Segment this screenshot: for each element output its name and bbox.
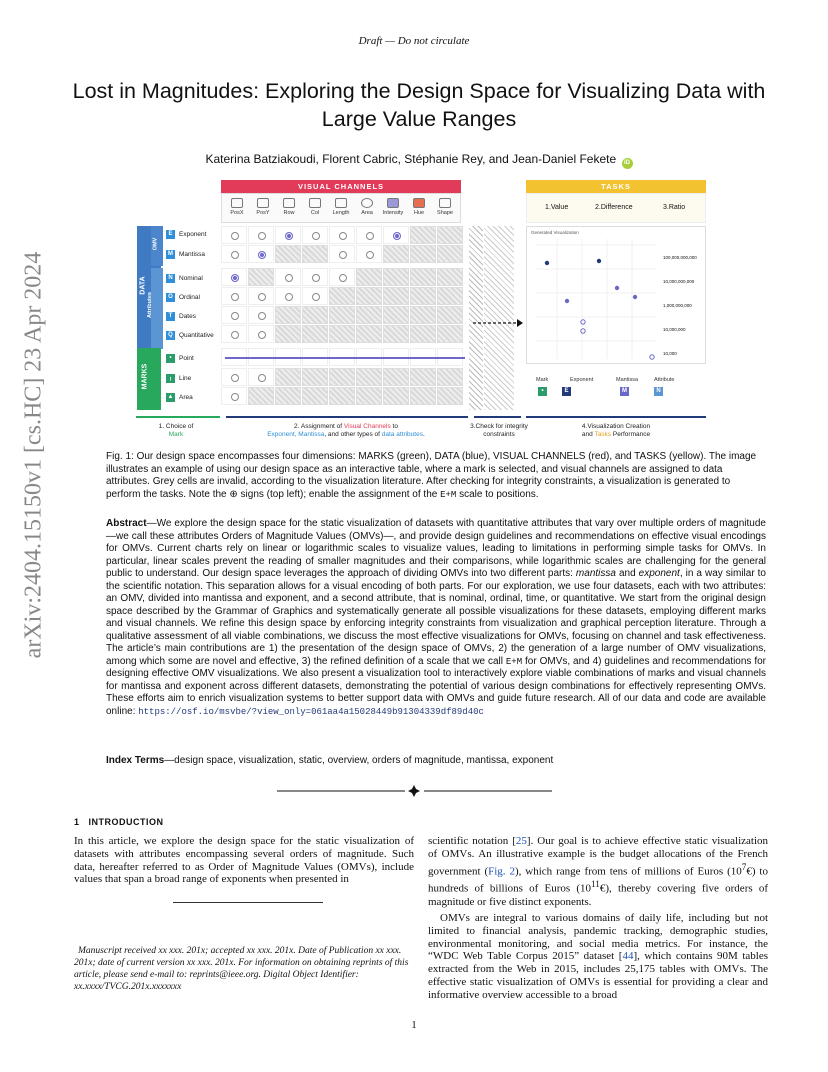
mark-point: • Point xyxy=(166,354,194,363)
section-divider xyxy=(277,785,552,797)
data-link[interactable]: https://osf.io/msvbe/?view_only=061aa4a15028449b91304339df89d40c xyxy=(138,706,484,717)
hue-icon xyxy=(413,198,425,208)
marks-band xyxy=(137,348,161,410)
grid-cell[interactable] xyxy=(383,226,409,244)
paper-title: Lost in Magnitudes: Exploring the Design Space for Visualizing Data with Large Value Ranges xyxy=(72,79,766,131)
row-ordinal: O Ordinal xyxy=(166,293,200,302)
row-quantitative: Q Quantitative xyxy=(166,331,214,340)
chart-title: Generated Visualization xyxy=(531,230,579,235)
legend-mantissa-icon: M xyxy=(622,388,627,394)
radio-dot[interactable] xyxy=(393,232,401,240)
grid-cell xyxy=(410,368,436,386)
grid-cell xyxy=(410,325,436,343)
channel-posy: PosY xyxy=(250,198,276,216)
grid-cell xyxy=(383,287,409,305)
grid-cell[interactable] xyxy=(302,226,328,244)
mark-area: ▲ Area xyxy=(167,394,193,401)
intensity-icon xyxy=(387,198,399,208)
grid-cell xyxy=(437,268,463,286)
caption-step-4: 4.Visualization Creation and Tasks Performance xyxy=(581,423,651,438)
caption-step-2: 2. Assignment of Visual Channels to Exponent, Mantissa, and other types of data attributes. xyxy=(267,423,425,438)
tick-label: 1,000,000,000 xyxy=(663,303,692,308)
grid-cell[interactable] xyxy=(221,268,247,286)
radio-dot[interactable] xyxy=(231,232,239,240)
grid-cell xyxy=(410,245,436,263)
row-mantissa: M Mantissa xyxy=(168,251,206,258)
grid-cell xyxy=(356,325,382,343)
grid-cell xyxy=(410,387,436,405)
grid-cell xyxy=(302,245,328,263)
arrow-icon xyxy=(473,318,523,328)
grid-cell xyxy=(383,268,409,286)
grid-cell[interactable] xyxy=(248,245,274,263)
grid-cell xyxy=(275,306,301,324)
line-icon: ╷ xyxy=(166,374,175,383)
design-space-grid xyxy=(221,226,469,410)
shape-icon xyxy=(439,198,451,208)
grid-cell xyxy=(437,368,463,386)
generated-chart-svg xyxy=(527,227,707,365)
caption-step-3: 3.Check for integrity constraints xyxy=(470,423,528,438)
legend-attribute-icon: N xyxy=(654,387,663,396)
legend-exponent-icon: E xyxy=(562,387,571,396)
grid-cell xyxy=(383,306,409,324)
data-label: DATA xyxy=(139,276,147,295)
attributes-band: Attributes xyxy=(151,268,163,349)
point-mark-selection-line xyxy=(225,357,465,359)
radio-dot[interactable] xyxy=(231,312,239,320)
radio-dot[interactable] xyxy=(258,331,266,339)
grid-cell[interactable] xyxy=(275,268,301,286)
grid-cell[interactable] xyxy=(248,287,274,305)
legend-mark: Mark xyxy=(536,377,549,383)
task-difference: 2.Difference xyxy=(595,204,633,211)
grid-cell xyxy=(437,387,463,405)
radio-dot[interactable] xyxy=(285,293,293,301)
area-icon xyxy=(361,198,373,208)
channel-area: Area xyxy=(354,198,380,216)
radio-dot[interactable] xyxy=(258,251,266,259)
point-icon: • xyxy=(166,354,175,363)
tasks-row xyxy=(526,193,706,223)
grid-cell xyxy=(329,387,355,405)
grid-cell xyxy=(410,306,436,324)
abstract: Abstract—We explore the design space for the static visualization of datasets with quantitative attributes that vary over multiple orders of magnitude—we call these attributes Orders of Magnitude Values (OMVs)—, and provide design guidelines and recommendations on effective visual encodings for OMVs. Current charts rely on linear or logarithmic scales to visualize values, leading to limitations in performing simple tasks for OMVs. In particular, linear scales prevent the reading of smaller magnitudes and their comparisons, while logarithmic scales are challenging for the general public to understand. Our design space leverages the approach of dividing OMVs into two different parts: mantissa and exponent, in a way similar to the scientific notation. This separation allows for a visual encoding of both parts. For our exploration, we use four datasets, each with two attributes: an OMV, divided into mantissa and exponent, and a second attribute, that is nominal, ordinal, time, or quantitative. We start from the original design space described by the Grammar of Graphics and systematically generate all possible visualizations for these datasets, employing different marks and visual channels. We refine this design space by enforcing integrity constraints from visualization and graphical perception literature. Through a qualitative assessment of all viable combinations, we discuss the most effective visualizations for OMVs, focusing on channel and task effectiveness. The article’s main contributions are 1) the presentation of the design space of OMVs, 2) the generation of a large number of OMV visualizations, among which some are novel and effective, 3) the refined definition of a scale that we call E+M for OMVs, and 4) guidelines and recommendations for designing effective OMV visualizations. We also present a visualization tool to interactively explore viable combinations of marks and visual channels for mantissa and exponent across different datasets, demonstrating the potential of various design combinations for effectively representing OMVs. These efforts aim to enrich visualization systems to better support data with OMVs and guide future research. All of our data and code are available online: https://osf.io/msvbe/?view_only=061aa4a15028449b91304339df89d40c xyxy=(106,518,766,717)
ref-44-link[interactable]: 44 xyxy=(622,950,634,963)
tick-label: 100,000,000,000 xyxy=(663,255,697,260)
channel-length: Length xyxy=(328,198,354,216)
grid-cell xyxy=(383,387,409,405)
grid-cell xyxy=(275,325,301,343)
radio-dot[interactable] xyxy=(231,374,239,382)
row-icon xyxy=(283,198,295,208)
radio-dot[interactable] xyxy=(231,393,239,401)
grid-cell xyxy=(383,325,409,343)
fig2-link[interactable]: Fig. 2 xyxy=(488,865,515,878)
grid-cell[interactable] xyxy=(329,268,355,286)
channel-row: Row xyxy=(276,198,302,216)
grid-cell xyxy=(329,287,355,305)
ref-25-link[interactable]: 25 xyxy=(515,835,527,847)
grid-cell xyxy=(275,368,301,386)
grid-cell xyxy=(410,268,436,286)
legend-exponent: Exponent xyxy=(570,377,594,383)
grid-cell xyxy=(302,368,328,386)
grid-cell xyxy=(356,387,382,405)
author-list xyxy=(60,152,778,169)
visual-channels-header: VISUAL CHANNELS xyxy=(221,180,461,193)
channel-hue: Hue xyxy=(406,198,432,216)
grid-cell[interactable] xyxy=(329,226,355,244)
legend-point-icon: • xyxy=(538,387,547,396)
radio-dot[interactable] xyxy=(231,293,239,301)
grid-cell[interactable] xyxy=(248,306,274,324)
grid-cell xyxy=(329,325,355,343)
row-dates: T Dates xyxy=(166,312,196,321)
grid-cell[interactable] xyxy=(221,226,247,244)
row-nominal: N Nominal xyxy=(166,274,203,283)
channel-posx: PosX xyxy=(224,198,250,216)
grid-cell xyxy=(329,368,355,386)
radio-dot[interactable] xyxy=(231,274,239,282)
grid-cell xyxy=(248,387,274,405)
radio-dot[interactable] xyxy=(339,232,347,240)
channel-shape: Shape xyxy=(432,198,458,216)
grid-cell[interactable] xyxy=(221,368,247,386)
grid-cell xyxy=(356,368,382,386)
grid-cell[interactable] xyxy=(221,325,247,343)
grid-cell[interactable] xyxy=(248,226,274,244)
page-number: 1 xyxy=(411,1019,417,1031)
legend-attribute: Attribute xyxy=(654,377,675,383)
channel-col: Col xyxy=(302,198,328,216)
footnote: Manuscript received xx xxx. 201x; accepted xx xxx. 201x. Date of Publication xx xxx. 201x; date of current version xx xxx. 201x. For information on obtaining reprints of this article, please send e-mail to: reprints@ieee.org. Digital Object Identifier: xx.xxxx/TVCG.201x.xxxxxxx xyxy=(74,946,409,992)
arxiv-stamp: arXiv:2404.15150v1 [cs.HC] 23 Apr 2024 xyxy=(20,251,47,659)
grid-cell[interactable] xyxy=(221,245,247,263)
intro-column-2: scientific notation [25]. Our goal is to achieve effective static visualization of OMVs. An illustrative example is the budget allocations of the French government (Fig. 2), which range from tens of millions of Euros $(10^7€)$ to hundreds of billions of Euros $(10^{11}€)$, thereby covering five orders of magnitude or five distinct exponents. xyxy=(428,835,769,908)
grid-cell xyxy=(437,325,463,343)
task-value: 1.Value xyxy=(545,204,569,211)
posy-icon xyxy=(257,198,269,208)
grid-cell xyxy=(275,245,301,263)
tasks-header: TASKS xyxy=(526,180,706,193)
figure-1 xyxy=(136,178,710,440)
intro-column-1: In this article, we explore the design space for the static visualization of datasets with attributes encompassing several orders of magnitude. Such data, hereafter referred to as Order of Magnitude Values (OMVs), include values that span a broad range of exponents when presented in xyxy=(74,835,414,886)
grid-cell xyxy=(356,306,382,324)
grid-cell xyxy=(302,306,328,324)
grid-cell xyxy=(356,268,382,286)
grid-cell xyxy=(437,306,463,324)
tick-label: 10,000 xyxy=(663,351,677,356)
grid-cell xyxy=(248,268,274,286)
chart-legend xyxy=(536,377,706,407)
grid-cell[interactable] xyxy=(329,245,355,263)
channel-intensity: Intensity xyxy=(380,198,406,216)
orcid-icon[interactable]: iD xyxy=(622,158,633,169)
grid-cell[interactable] xyxy=(248,368,274,386)
tick-label: 10,000,000,000 xyxy=(663,279,695,284)
posx-icon xyxy=(231,198,243,208)
grid-cell xyxy=(410,226,436,244)
footnote-rule xyxy=(173,902,323,903)
mark-line: ╷ Line xyxy=(166,374,191,383)
authors-text: Katerina Batziakoudi, Florent Cabric, Stéphanie Rey, and Jean-Daniel Fekete xyxy=(205,152,617,166)
grid-cell xyxy=(329,306,355,324)
radio-dot[interactable] xyxy=(258,232,266,240)
grid-cell xyxy=(302,387,328,405)
grid-cell[interactable] xyxy=(221,306,247,324)
grid-cell[interactable] xyxy=(275,226,301,244)
grid-cell[interactable] xyxy=(221,287,247,305)
grid-cell[interactable] xyxy=(302,268,328,286)
radio-dot[interactable] xyxy=(339,251,347,259)
length-icon xyxy=(335,198,347,208)
marks-label: MARKS xyxy=(141,363,149,390)
grid-cell xyxy=(437,287,463,305)
radio-dot[interactable] xyxy=(366,232,374,240)
section-heading: 1 INTRODUCTION xyxy=(74,817,164,827)
radio-dot[interactable] xyxy=(231,331,239,339)
grid-cell[interactable] xyxy=(356,226,382,244)
grid-cell xyxy=(410,287,436,305)
grid-cell[interactable] xyxy=(248,325,274,343)
radio-dot[interactable] xyxy=(285,274,293,282)
grid-cell[interactable] xyxy=(356,245,382,263)
draft-header: Draft — Do not circulate xyxy=(358,35,470,47)
figure-caption: Fig. 1: Our design space encompasses four dimensions: MARKS (green), DATA (blue), VISUAL CHANNELS (red), and TASKS (yellow). The image illustrates an example of using our design space as an interactive table, where a mark is selected, and visual channels are assigned to data attributes. Grey cells are invalid, according to the visualization literature. After checking for integrity constraints, a visualization is generated to perform the tasks. Note the ⊕ signs (top left); enable the assignment of the E+M scale to positions. xyxy=(106,451,757,500)
radio-dot[interactable] xyxy=(231,251,239,259)
figure-baseline xyxy=(136,416,710,418)
radio-dot[interactable] xyxy=(258,312,266,320)
tick-label: 10,000,000 xyxy=(663,327,686,332)
grid-cell[interactable] xyxy=(275,287,301,305)
radio-dot[interactable] xyxy=(339,274,347,282)
index-terms: Index Terms—design space, visualization, static, overview, orders of magnitude, mantissa, exponent xyxy=(106,755,554,766)
grid-cell xyxy=(302,325,328,343)
radio-dot[interactable] xyxy=(366,251,374,259)
radio-dot[interactable] xyxy=(312,293,320,301)
intro-column-2-paragraph-2: OMVs are integral to various domains of daily life, including but not limited to financial analysis, pandemic tracking, demographic studies, environmental monitoring, and social media metrics. For instance, the “WDC Web Table Corpus 2015” dataset [44], which contains 90M tables extracted from the Web in 2015, includes 25,175 tables with OMVs. The effective static visualization of OMVs is essential for providing a clear and informative overview accessible to a broad xyxy=(428,912,768,1001)
radio-dot[interactable] xyxy=(258,293,266,301)
col-icon xyxy=(309,198,321,208)
task-ratio: 3.Ratio xyxy=(663,204,686,211)
radio-dot[interactable] xyxy=(312,232,320,240)
grid-cell xyxy=(275,387,301,405)
data-band xyxy=(137,226,161,349)
grid-cell xyxy=(437,226,463,244)
grid-cell[interactable] xyxy=(302,287,328,305)
omv-band: OMV xyxy=(151,226,163,266)
grid-cell xyxy=(356,287,382,305)
generated-visualization xyxy=(526,226,706,364)
row-exponent: E Exponent xyxy=(166,230,206,239)
radio-dot[interactable] xyxy=(312,274,320,282)
grid-cell xyxy=(383,245,409,263)
legend-mantissa: Mantissa xyxy=(616,377,639,383)
grid-cell[interactable] xyxy=(221,387,247,405)
grid-cell xyxy=(383,368,409,386)
grid-cell xyxy=(437,245,463,263)
visual-channels-row xyxy=(221,193,461,223)
caption-step-1: 1. Choice of Mark xyxy=(158,423,194,438)
radio-dot[interactable] xyxy=(258,374,266,382)
radio-dot[interactable] xyxy=(285,232,293,240)
area-mark-icon: ▲ xyxy=(167,394,174,400)
